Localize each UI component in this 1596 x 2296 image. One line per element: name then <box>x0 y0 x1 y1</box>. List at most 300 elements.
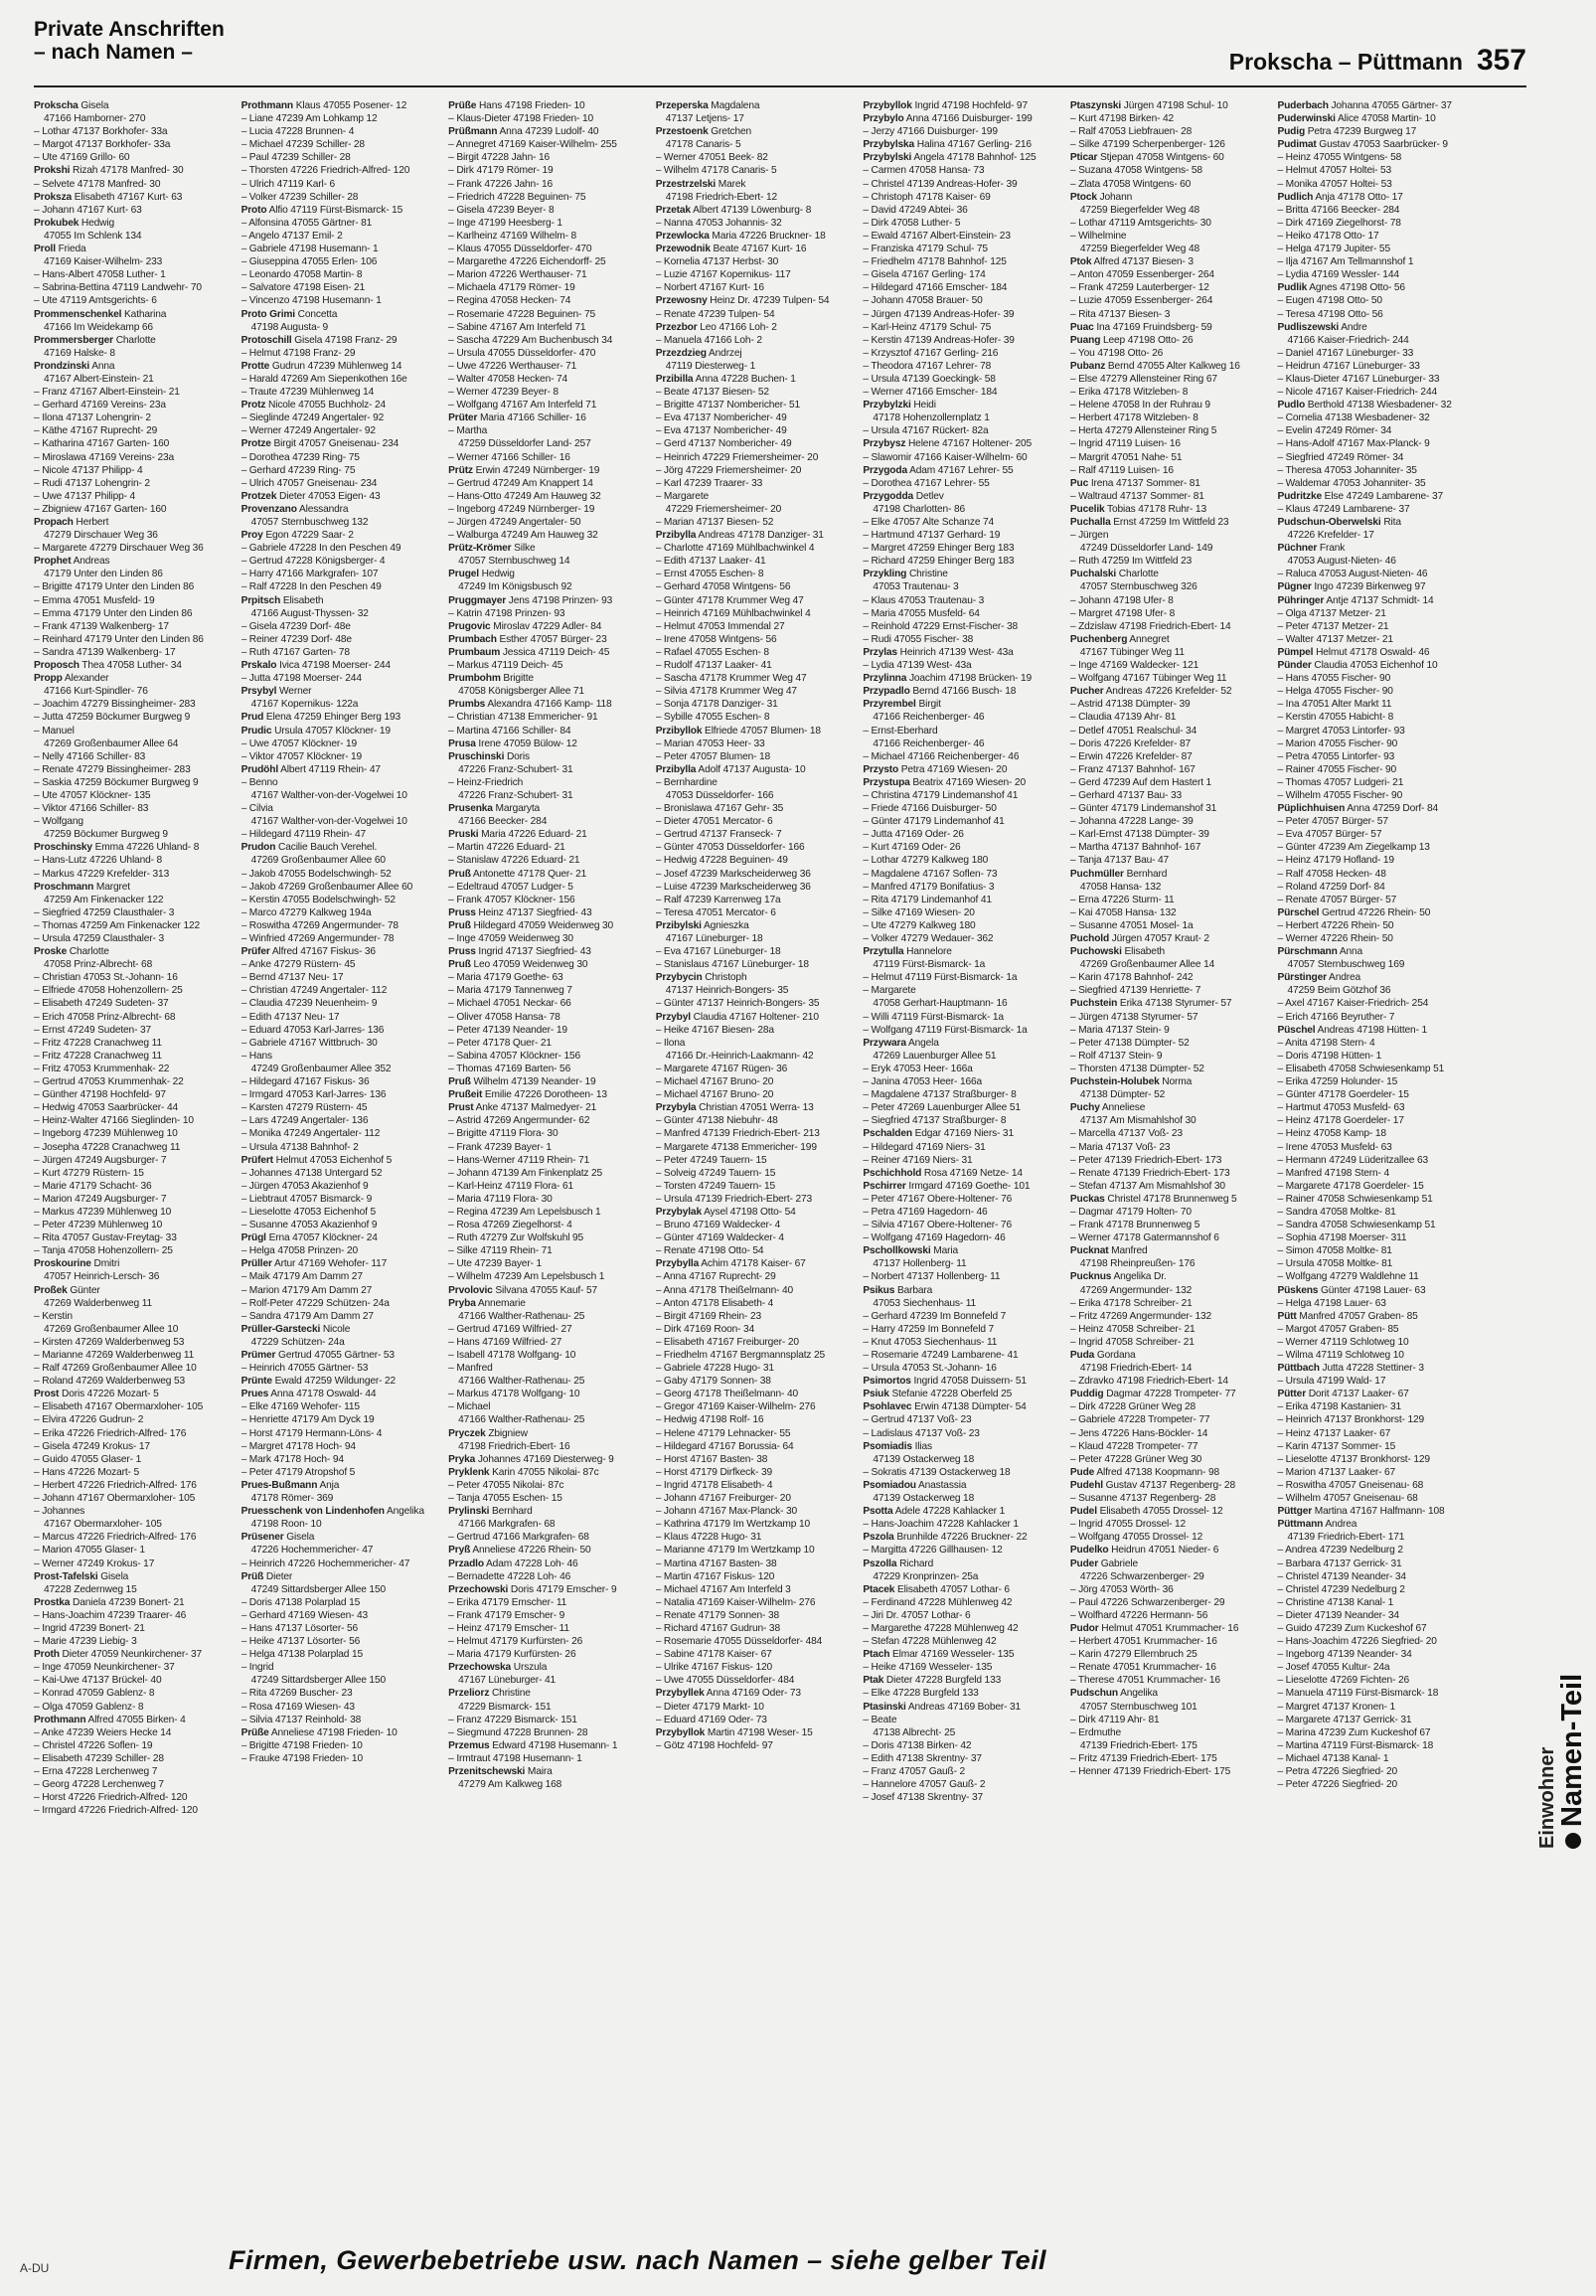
directory-entry <box>863 1037 1066 1050</box>
directory-entry <box>448 971 652 984</box>
directory-entry <box>1070 881 1274 894</box>
directory-entry <box>1277 1231 1481 1244</box>
directory-entry <box>1277 334 1481 347</box>
entry-details: Heidi <box>913 400 936 411</box>
entry-surname: Prokubek <box>34 217 80 229</box>
directory-entry <box>1277 151 1481 164</box>
directory-entry <box>34 1765 238 1778</box>
entry-details: – Dirk 47119 Ahr- 81 <box>1069 1714 1160 1725</box>
directory-entry <box>34 151 238 164</box>
entry-surname: Prugovic <box>448 620 491 632</box>
directory-entry <box>863 789 1066 802</box>
section-subtitle: – nach Namen – <box>34 41 193 64</box>
entry-details: 47166 Kaiser-Friedrich- 244 <box>1287 334 1409 346</box>
entry-details: Daniela 47239 Bonert- 21 <box>73 1596 185 1608</box>
entry-surname: Przytulla <box>863 946 904 958</box>
directory-entry <box>1070 99 1274 112</box>
directory-entry <box>1277 1075 1481 1088</box>
directory-column <box>34 99 241 2216</box>
entry-details: – Manuela 47166 Loh- 2 <box>655 334 762 346</box>
entry-surname: Prütz-Krömer <box>448 543 512 555</box>
directory-entry <box>241 1231 445 1244</box>
entry-details: Doris <box>506 750 530 762</box>
directory-entry <box>1070 1558 1274 1570</box>
directory-entry <box>34 802 238 815</box>
directory-entry <box>34 1127 238 1140</box>
entry-details: – Elisabeth 47167 Obermarxloher- 105 <box>34 1401 204 1413</box>
entry-details: – Johann 47167 Kurt- 63 <box>34 204 142 216</box>
entry-surname: Ptak <box>863 1675 884 1687</box>
entry-details: 47269 Walderbenweg 11 <box>44 1297 152 1309</box>
entry-details: – Friedhelm 47167 Bergmannsplatz 25 <box>655 1350 826 1361</box>
directory-entry <box>241 1518 445 1531</box>
directory-entry <box>863 178 1066 191</box>
entry-details: – Margarete 47138 Emmericher- 199 <box>655 1141 817 1153</box>
directory-entry <box>448 437 652 450</box>
directory-entry <box>34 932 238 945</box>
directory-entry <box>1070 1765 1274 1778</box>
directory-entry <box>1277 1011 1481 1024</box>
entry-details: Anneliese <box>1101 1102 1146 1114</box>
entry-details: Bernhard <box>1126 868 1168 880</box>
entry-details: – Lieselotte 47269 Fichten- 26 <box>1277 1675 1410 1687</box>
directory-entry <box>34 451 238 464</box>
entry-surname: Prud <box>240 712 264 724</box>
entry-surname: Pruggmayer <box>448 594 507 606</box>
entry-details: – Werner 47249 Krokus- 17 <box>34 1558 155 1569</box>
entry-surname: Provenzano <box>240 503 297 515</box>
entry-details: Richard <box>899 1558 934 1569</box>
entry-details: Marek <box>718 178 746 190</box>
directory-entry <box>863 308 1066 321</box>
entry-details: Helene 47167 Holtener- 205 <box>907 438 1033 450</box>
entry-details: Edgar 47169 Niers- 31 <box>914 1128 1014 1140</box>
entry-surname: Proschmann <box>34 881 94 893</box>
directory-entry <box>1070 373 1274 386</box>
entry-details: – Anton 47178 Elisabeth- 4 <box>655 1297 774 1309</box>
entry-details: – Luzie 47167 Kopernikus- 117 <box>655 269 791 281</box>
entry-details: – Werner 47119 Schlotweg 10 <box>1277 1336 1409 1348</box>
directory-entry <box>863 542 1066 555</box>
directory-entry <box>448 451 652 464</box>
entry-details: – Lydia 47139 West- 43a <box>863 660 972 672</box>
directory-entry <box>863 1752 1066 1765</box>
directory-entry <box>1070 1088 1274 1101</box>
entry-surname: Przybylska <box>863 139 915 151</box>
entry-details: Alfred 47055 Birken- 4 <box>87 1714 186 1725</box>
directory-entry <box>656 281 860 294</box>
directory-entry <box>34 1661 238 1674</box>
entry-surname: Przybyllok <box>655 1726 706 1738</box>
entry-details: – Günther 47198 Hochfeld- 97 <box>34 1089 166 1101</box>
directory-entry <box>241 360 445 373</box>
directory-entry <box>656 1388 860 1400</box>
entry-details: Agnieszka <box>703 919 749 931</box>
entry-details: – Ilona <box>655 1037 686 1049</box>
entry-details: – Klaus-Dieter 47198 Frieden- 10 <box>448 113 593 125</box>
directory-entry <box>241 1127 445 1140</box>
directory-entry <box>863 1244 1066 1257</box>
directory-entry <box>448 424 652 437</box>
directory-entry <box>34 437 238 450</box>
directory-entry <box>1070 828 1274 841</box>
entry-surname: Pudelko <box>1069 1545 1109 1557</box>
entry-details: 47167 Lüneburger- 41 <box>458 1675 556 1687</box>
directory-entry <box>1277 1088 1481 1101</box>
entry-surname: Prugel <box>448 569 479 580</box>
entry-surname: Przezdzieg <box>655 347 707 359</box>
directory-entry <box>1070 1336 1274 1349</box>
entry-details: Herbert <box>76 517 109 528</box>
directory-entry <box>1070 464 1274 477</box>
entry-details: 47226 Hochemmericher- 47 <box>250 1545 374 1557</box>
directory-entry <box>863 1622 1066 1635</box>
directory-entry <box>656 125 860 138</box>
entry-details: – Günter 47053 Düsseldorfer- 166 <box>655 842 805 854</box>
directory-entry <box>241 1558 445 1570</box>
entry-details: – Nicole 47137 Philipp- 4 <box>34 464 143 476</box>
entry-details: – Marion 47055 Glaser- 1 <box>34 1545 145 1557</box>
entry-details: – Rosa 47269 Ziegelhorst- 4 <box>448 1220 572 1231</box>
entry-details: – Ingeborg 47249 Nürnberger- 19 <box>448 503 595 515</box>
entry-details: – Norbert 47167 Kurt- 16 <box>655 282 764 294</box>
directory-entry <box>1070 411 1274 424</box>
entry-details: Christine <box>491 1688 531 1700</box>
entry-details: 47226 Krefelder- 17 <box>1287 530 1374 542</box>
directory-entry <box>1070 607 1274 620</box>
entry-details: – Helene 47179 Lehnacker- 55 <box>655 1427 791 1439</box>
directory-entry <box>1277 490 1481 503</box>
directory-entry <box>1277 789 1481 802</box>
entry-surname: Prusa <box>448 738 476 749</box>
entry-details: – Herbert 47178 Witzleben- 8 <box>1069 412 1198 424</box>
directory-entry <box>656 217 860 230</box>
directory-entry <box>34 659 238 672</box>
entry-details: Angela 47178 Bahnhof- 125 <box>913 152 1037 164</box>
entry-details: Dorit 47137 Laaker- 67 <box>1308 1389 1409 1400</box>
entry-surname: Przykling <box>863 569 907 580</box>
directory-entry <box>1070 1674 1274 1687</box>
directory-entry <box>1070 399 1274 411</box>
entry-details: – Heinz 47179 Hofland- 19 <box>1277 855 1394 867</box>
directory-entry <box>863 217 1066 230</box>
entry-surname: Pucelik <box>1069 503 1105 515</box>
entry-surname: Puc <box>1069 477 1089 489</box>
entry-details: – Maria 47137 Stein- 9 <box>1069 1024 1170 1036</box>
directory-entry <box>1070 1114 1274 1127</box>
directory-entry <box>241 698 445 711</box>
directory-entry <box>656 1127 860 1140</box>
directory-entry <box>1070 1479 1274 1492</box>
directory-entry <box>34 138 238 151</box>
entry-details: – Klaus 47053 Trautenau- 3 <box>863 594 985 606</box>
directory-entry <box>448 1726 652 1739</box>
directory-entry <box>448 828 652 841</box>
directory-entry <box>656 1375 860 1388</box>
entry-details: – Edeltraud 47057 Ludger- 5 <box>448 881 573 893</box>
entry-details: – Wolfgang 47169 Hagedorn- 46 <box>863 1232 1006 1244</box>
directory-entry <box>1070 1349 1274 1362</box>
directory-entry <box>241 334 445 347</box>
entry-details: – Rudolf 47137 Laaker- 41 <box>655 660 772 672</box>
directory-entry <box>241 997 445 1010</box>
entry-details: Aysel 47198 Otto- 54 <box>704 1206 796 1218</box>
entry-details: Zbigniew <box>488 1427 528 1439</box>
directory-entry <box>863 1154 1066 1167</box>
entry-details: Maira <box>527 1766 553 1777</box>
entry-surname: Pudig <box>1277 126 1306 138</box>
directory-entry <box>656 1413 860 1426</box>
directory-entry <box>448 1531 652 1544</box>
directory-entry <box>241 633 445 646</box>
directory-entry <box>863 424 1066 437</box>
directory-entry <box>1070 178 1274 191</box>
entry-details: 47249 Im Königsbusch 92 <box>458 581 572 593</box>
entry-details: – Dagmar 47179 Holten- 70 <box>1069 1206 1192 1218</box>
entry-details: – Marion 47055 Fischer- 90 <box>1277 738 1398 749</box>
directory-entry <box>863 464 1066 477</box>
entry-surname: Puchalla <box>1069 517 1111 528</box>
directory-entry <box>448 932 652 945</box>
directory-entry <box>656 607 860 620</box>
entry-details: – Tanja 47055 Eschen- 15 <box>448 1493 562 1505</box>
entry-surname: Prudon <box>240 842 276 854</box>
entry-details: 47228 Zedernweg 15 <box>44 1583 137 1595</box>
entry-details: Stefanie 47228 Oberfeld 25 <box>891 1389 1013 1400</box>
entry-details: – Fritz 47139 Friedrich-Ebert- 175 <box>1069 1752 1217 1764</box>
entry-details: 47198 Friedrich-Ebert- 12 <box>665 191 778 203</box>
entry-details: Johanna 47055 Gärtner- 37 <box>1331 100 1452 111</box>
entry-details: – Josef 47138 Skrentny- 37 <box>863 1792 984 1804</box>
directory-columns <box>34 99 1485 2216</box>
entry-details: Beatrix 47169 Wiesen- 20 <box>912 776 1026 788</box>
entry-surname: Przewlocka <box>655 230 710 242</box>
directory-entry <box>656 738 860 750</box>
directory-entry <box>448 594 652 607</box>
directory-entry <box>656 881 860 894</box>
entry-details: – Reiner 47169 Niers- 31 <box>863 1154 973 1166</box>
entry-details: – Susanne 47051 Mosel- 1a <box>1069 919 1194 931</box>
entry-surname: Pudel <box>1069 1506 1097 1518</box>
directory-entry <box>863 659 1066 672</box>
directory-entry <box>241 411 445 424</box>
entry-details: – Michael 47138 Kanal- 1 <box>1277 1752 1389 1764</box>
directory-entry <box>448 151 652 164</box>
entry-surname: Prumbohm <box>448 673 501 685</box>
directory-entry <box>34 1088 238 1101</box>
directory-entry <box>1277 1492 1481 1505</box>
entry-details: – Martha <box>448 425 488 437</box>
entry-details: – Hans 47226 Mozart- 5 <box>34 1466 139 1478</box>
directory-entry <box>1070 568 1274 580</box>
directory-entry <box>656 1063 860 1075</box>
entry-details: – Waldemar 47053 Johanniter- 35 <box>1277 477 1426 489</box>
entry-details: – Günter 47138 Niebuhr- 48 <box>655 1115 778 1127</box>
directory-entry <box>448 191 652 204</box>
entry-details: – Margret 47053 Lintorfer- 93 <box>1277 725 1405 737</box>
directory-entry <box>34 828 238 841</box>
directory-entry <box>1277 1674 1481 1687</box>
directory-entry <box>241 971 445 984</box>
directory-entry <box>1070 308 1274 321</box>
directory-entry <box>1070 868 1274 881</box>
entry-details: – Solveig 47249 Tauern- 15 <box>655 1167 776 1179</box>
entry-details: – Carmen 47058 Hansa- 73 <box>863 165 985 177</box>
entry-details: Halina 47167 Gerling- 216 <box>916 139 1032 151</box>
directory-entry <box>1070 932 1274 945</box>
directory-entry <box>448 646 652 659</box>
entry-details: – Britta 47166 Beecker- 284 <box>1277 204 1400 216</box>
directory-entry <box>448 750 652 763</box>
entry-details: Barbara <box>896 1284 933 1296</box>
entry-details: – Marcus 47226 Friedrich-Alfred- 176 <box>34 1532 197 1544</box>
footer-note: Firmen, Gewerbebetriebe usw. nach Namen – siehe gelber Teil <box>229 2245 1046 2275</box>
entry-details: – Renate 47179 Sonnen- 38 <box>655 1609 779 1621</box>
entry-details: – Rita 47137 Biesen- 3 <box>1069 308 1171 320</box>
directory-entry <box>241 580 445 593</box>
entry-details: – Gerhard 47169 Vereins- 23a <box>34 400 166 411</box>
entry-details: – Christian 47249 Angertaler- 112 <box>240 985 388 997</box>
directory-entry <box>241 294 445 307</box>
entry-details: – Dorothea 47239 Ring- 75 <box>240 451 360 463</box>
entry-details: – Walter 47058 Hecken- 74 <box>448 373 568 385</box>
entry-details: 47198 Friedrich-Ebert- 16 <box>458 1440 570 1452</box>
entry-details: Christine <box>908 569 948 580</box>
directory-entry <box>1277 633 1481 646</box>
directory-entry <box>1070 1297 1274 1310</box>
entry-details: – Suzana 47058 Wintgens- 58 <box>1069 165 1202 177</box>
directory-entry <box>1277 1778 1481 1791</box>
directory-entry <box>863 881 1066 894</box>
entry-details: – Käthe 47167 Ruprecht- 29 <box>34 425 158 437</box>
directory-entry <box>34 255 238 268</box>
entry-details: 47055 Im Schlenk 134 <box>44 230 142 242</box>
entry-details: – Thorsten 47138 Dümpter- 52 <box>1069 1063 1204 1074</box>
entry-details: – Christel 47139 Andreas-Hofer- 39 <box>863 178 1018 190</box>
directory-entry <box>863 750 1066 763</box>
entry-details: – David 47249 Abtei- 36 <box>863 204 968 216</box>
directory-entry <box>241 1037 445 1050</box>
entry-details: – Marie 47239 Liebig- 3 <box>34 1636 137 1648</box>
entry-details: – Renate 47057 Bürger- 57 <box>1277 894 1397 905</box>
directory-entry <box>448 1375 652 1388</box>
entry-details: – Elvira 47226 Gudrun- 2 <box>34 1414 144 1426</box>
entry-surname: Puderwinski <box>1277 113 1336 125</box>
entry-surname: Prostka <box>34 1596 71 1608</box>
directory-entry <box>863 1518 1066 1531</box>
directory-entry <box>34 815 238 828</box>
entry-details: – Bruno 47169 Waldecker- 4 <box>655 1220 781 1231</box>
entry-details: 47249 Sittardsberger Allee 150 <box>250 1675 386 1687</box>
entry-surname: Protte <box>240 360 270 372</box>
entry-details: – Gertrud 47169 Wilfried- 27 <box>448 1323 572 1335</box>
entry-details: Anastassia <box>918 1479 967 1491</box>
entry-details: – Jiri Dr. 47057 Lothar- 6 <box>863 1609 971 1621</box>
directory-entry <box>1277 919 1481 932</box>
directory-entry <box>656 1231 860 1244</box>
entry-details: Anna 47259 Dorf- 84 <box>1347 803 1438 815</box>
entry-details: Adolf 47137 Augusta- 10 <box>698 763 806 775</box>
directory-entry <box>34 1244 238 1257</box>
directory-entry <box>863 1739 1066 1752</box>
directory-entry <box>863 1375 1066 1388</box>
directory-entry <box>1070 738 1274 750</box>
directory-entry <box>863 1570 1066 1583</box>
entry-details: 47166 Beecker- 284 <box>458 816 548 828</box>
directory-entry <box>241 1270 445 1283</box>
entry-details: – Michael 47239 Schiller- 28 <box>240 139 365 151</box>
entry-details: Anja 47178 Otto- 17 <box>1315 191 1403 203</box>
entry-surname: Pudritzke <box>1277 490 1322 502</box>
directory-entry <box>34 164 238 177</box>
directory-entry <box>448 360 652 373</box>
entry-details: – Gertrud 47166 Markgrafen- 68 <box>448 1532 589 1544</box>
entry-details: Johannes 47169 Diesterweg- 9 <box>477 1453 614 1465</box>
directory-entry <box>1070 1154 1274 1167</box>
directory-entry <box>656 308 860 321</box>
entry-details: – Isabell 47178 Wolfgang- 10 <box>448 1350 576 1361</box>
entry-details: – Ulrike 47167 Fiskus- 120 <box>655 1662 773 1674</box>
directory-entry <box>1070 1752 1274 1765</box>
entry-surname: Psotta <box>863 1506 893 1518</box>
directory-entry <box>448 1752 652 1765</box>
directory-entry <box>34 1310 238 1323</box>
entry-details: – Dirk 47058 Luther- 5 <box>863 217 961 229</box>
entry-details: – Birgit 47228 Jahn- 16 <box>448 152 551 164</box>
entry-details: Leep 47198 Otto- 26 <box>1102 334 1194 346</box>
directory-entry <box>1070 1231 1274 1244</box>
entry-details: – Maria 47137 Voß- 23 <box>1069 1141 1171 1153</box>
entry-surname: Pürschmann <box>1277 946 1338 958</box>
entry-details: – Peter 47137 Metzer- 21 <box>1277 620 1389 632</box>
directory-entry <box>34 568 238 580</box>
directory-entry <box>241 711 445 724</box>
directory-entry <box>34 1193 238 1206</box>
entry-details: – Natalia 47169 Kaiser-Wilhelm- 276 <box>655 1596 816 1608</box>
directory-entry <box>656 399 860 411</box>
directory-entry <box>34 1141 238 1154</box>
entry-details: – Thomas 47057 Ludgeri- 21 <box>1277 776 1404 788</box>
directory-entry <box>863 894 1066 906</box>
entry-surname: Przybyla <box>655 1102 697 1114</box>
entry-details: – Marianne 47269 Walderbenweg 11 <box>34 1350 195 1361</box>
directory-entry <box>241 151 445 164</box>
directory-entry <box>656 1101 860 1114</box>
directory-entry <box>34 685 238 698</box>
entry-details: – Kurt 47279 Rüstern- 15 <box>34 1167 144 1179</box>
entry-details: – Wolfhard 47226 Hermann- 56 <box>1069 1609 1208 1621</box>
entry-details: – Ute 47169 Grillo- 60 <box>34 152 130 164</box>
entry-details: Nicole 47055 Buchholz- 24 <box>268 400 387 411</box>
entry-details: Gretchen <box>711 126 751 138</box>
directory-entry <box>656 828 860 841</box>
entry-details: – Claudia 47239 Neuenheim- 9 <box>240 998 378 1010</box>
directory-entry <box>1277 529 1481 542</box>
entry-surname: Prusenka <box>448 803 493 815</box>
entry-surname: Psomiadis <box>863 1440 912 1452</box>
entry-details: – Sandra 47139 Walkenberg- 17 <box>34 646 176 658</box>
entry-surname: Prommersberger <box>34 334 114 346</box>
entry-details: – Thomas 47169 Barten- 56 <box>448 1063 571 1074</box>
entry-details: – Petra 47226 Siegfried- 20 <box>1277 1766 1398 1777</box>
directory-entry <box>448 633 652 646</box>
directory-entry <box>656 841 860 854</box>
directory-entry <box>656 1453 860 1466</box>
directory-entry <box>34 386 238 399</box>
entry-details: – Gerhard 47058 Wintgens- 56 <box>655 581 791 593</box>
directory-entry <box>1070 841 1274 854</box>
entry-details: – Stefan 47137 Am Mismahlshof 30 <box>1069 1180 1225 1192</box>
